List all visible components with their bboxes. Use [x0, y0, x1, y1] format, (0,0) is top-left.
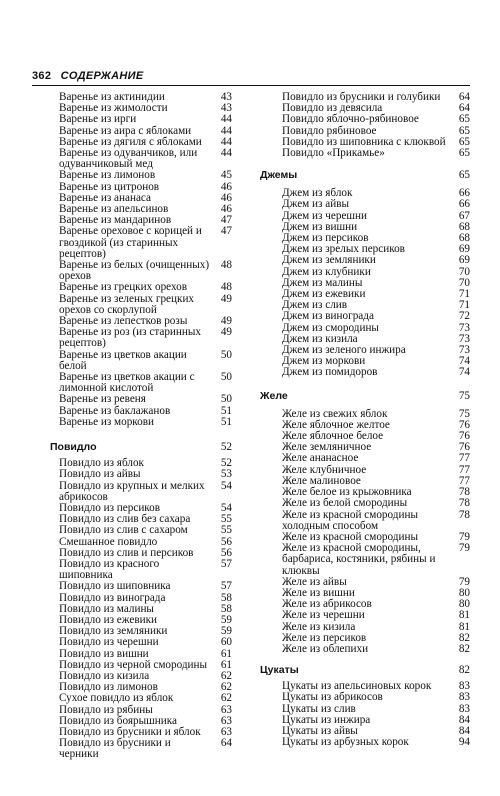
entry-title: Желе из вишни	[282, 586, 355, 599]
entry-page-number: 69	[458, 243, 470, 256]
entry-page-number: 68	[458, 220, 470, 233]
entry-page-number: 49	[220, 292, 232, 305]
entry-page-number: 76	[458, 441, 470, 454]
toc-entry	[59, 114, 232, 125]
toc-entry	[59, 372, 232, 394]
entry-page-number: 47	[220, 214, 232, 227]
entry-title: Джем из моркови	[282, 355, 366, 368]
entry-title: Варенье из ревеня	[59, 393, 146, 406]
entry-title: Повидло «Прикамье»	[282, 147, 385, 160]
toc-entry	[59, 581, 232, 592]
entry-page-number: 49	[220, 315, 232, 328]
entry-page-number: 64	[458, 91, 470, 103]
toc-right-column	[258, 92, 470, 748]
toc-entry	[59, 559, 232, 581]
toc-entry	[282, 737, 470, 748]
toc-entry	[59, 170, 232, 181]
toc-entry	[59, 394, 232, 405]
entry-page-number: 63	[220, 714, 232, 727]
entry-title: Повидло из шиповника	[59, 580, 171, 593]
entry-page-number: 61	[220, 658, 232, 671]
toc-entry	[59, 469, 232, 480]
entry-title: Джем из вишни	[282, 220, 358, 233]
entry-page-number: 64	[220, 737, 232, 750]
entry-title: Джем из айвы	[282, 198, 350, 211]
entry-title: Желе ананасное	[282, 452, 359, 465]
entry-title: Повидло из брусники и черники	[59, 737, 171, 761]
entry-page-number: 43	[220, 91, 232, 103]
entry-page-number: 50	[220, 371, 232, 384]
entry-page-number: 77	[458, 452, 470, 465]
entry-page-number: 71	[458, 288, 470, 301]
toc-entry	[282, 498, 470, 509]
entry-title: Повидло из малины	[59, 602, 154, 615]
header-title: СОДЕРЖАНИЕ	[60, 70, 144, 82]
entry-title: Джем из помидоров	[282, 366, 378, 379]
entry-title: Варенье из ананаса	[59, 191, 151, 204]
entry-title: Варенье из мандаринов	[59, 214, 172, 227]
entry-title: Варенье ореховое с корицей и гвоздикой (из старинных рецептов)	[59, 225, 202, 260]
entry-page-number: 54	[220, 501, 232, 514]
entry-page-number: 69	[458, 254, 470, 267]
entry-title: Варенье из цитронов	[59, 180, 160, 193]
toc-entry	[282, 114, 470, 125]
entry-page-number: 67	[458, 209, 470, 222]
entry-page-number: 56	[220, 546, 232, 559]
entry-title: Варенье из дягиля с яблоками	[59, 135, 202, 148]
section-title: Цукаты	[260, 664, 299, 677]
entry-page-number: 76	[458, 418, 470, 431]
entry-page-number: 46	[220, 180, 232, 193]
entry-page-number: 45	[220, 169, 232, 182]
entry-title: Джем из персиков	[282, 232, 369, 245]
entry-title: Цукаты из апельсиновых корок	[282, 680, 432, 693]
entry-title: Цукаты из абрикосов	[282, 691, 383, 704]
entry-page-number: 51	[220, 415, 232, 428]
entry-title: Цукаты из инжира	[282, 713, 371, 726]
entry-title: Желе из красной смородины, барбариса, костяники, рябины и клюквы	[282, 542, 436, 577]
entry-title: Варенье из актинидии	[59, 91, 165, 103]
entry-title: Повидло из лимонов	[59, 681, 158, 694]
entry-page-number: 77	[458, 474, 470, 487]
entry-title: Повидло из шиповника с клюквой	[282, 135, 446, 148]
entry-title: Желе из белой смородины	[282, 497, 408, 510]
entry-title: Повидло из черной смородины	[59, 658, 208, 671]
entry-page-number: 51	[220, 404, 232, 417]
entry-page-number: 70	[458, 276, 470, 289]
entry-page-number: 64	[458, 102, 470, 115]
entry-page-number: 54	[220, 479, 232, 492]
toc-entry	[282, 644, 470, 655]
entry-title: Варенье из моркови	[59, 415, 155, 428]
entry-page-number: 65	[458, 135, 470, 148]
entry-title: Варенье из цветков акации с лимонной кислотой	[59, 371, 195, 395]
toc-entry	[59, 738, 232, 760]
entry-page-number: 79	[458, 575, 470, 588]
entry-title: Желе из облепихи	[282, 642, 369, 655]
entry-page-number: 76	[458, 430, 470, 443]
entry-title: Варенье из одуванчиков, или одуванчиковый мед	[59, 147, 198, 171]
entry-page-number: 83	[458, 691, 470, 704]
toc-entry	[59, 693, 232, 704]
entry-title: Повидло из красного шиповника	[59, 557, 160, 582]
entry-title: Варенье из зеленых грецких орехов со скорлупой	[59, 292, 195, 316]
entry-page-number: 50	[220, 348, 232, 361]
entry-page-number: 75	[458, 407, 470, 420]
entry-title: Повидло из вишни	[59, 647, 149, 660]
entry-page-number: 55	[220, 513, 232, 526]
entry-title: Варенье из жимолости	[59, 102, 168, 115]
entry-title: Джем из смородины	[282, 321, 379, 334]
entry-page-number: 59	[220, 613, 232, 626]
entry-title: Джем из винограда	[282, 310, 374, 323]
entry-page-number: 65	[458, 124, 470, 137]
toc-entry	[282, 199, 470, 210]
page-number: 362	[32, 70, 52, 82]
entry-page-number: 56	[220, 535, 232, 548]
entry-title: Варенье из аира с яблоками	[59, 124, 192, 137]
header-rule	[32, 85, 470, 86]
entry-title: Желе из свежих яблок	[282, 407, 388, 420]
toc-entry	[282, 148, 470, 159]
entry-title: Джем из ежевики	[282, 288, 366, 301]
entry-title: Повидло из персиков	[59, 501, 161, 514]
entry-page-number: 82	[458, 664, 470, 677]
toc-entry	[282, 311, 470, 322]
running-header	[32, 70, 470, 82]
entry-title: Джем из кизила	[282, 332, 358, 345]
entry-title: Варенье из баклажанов	[59, 404, 171, 417]
entry-title: Варенье из цветков акации белой	[59, 348, 187, 372]
entry-page-number: 55	[220, 524, 232, 537]
entry-title: Джем из черешни	[282, 209, 367, 222]
entry-page-number: 60	[220, 636, 232, 649]
entry-title: Желе из красной смородины холодным способом	[282, 508, 418, 532]
toc-entry	[59, 282, 232, 293]
toc-section-heading	[260, 168, 470, 182]
entry-title: Варенье из лимонов	[59, 169, 156, 182]
entry-page-number: 71	[458, 299, 470, 312]
entry-title: Желе яблочное белое	[282, 430, 384, 443]
entry-title: Повидло из ежевики	[59, 613, 158, 626]
entry-title: Цукаты из айвы	[282, 724, 358, 737]
entry-page-number: 66	[458, 187, 470, 200]
entry-title: Желе из кизила	[282, 620, 356, 633]
entry-title: Джем из земляники	[282, 254, 376, 267]
entry-page-number: 44	[220, 124, 232, 137]
entry-title: Повидло из земляники	[59, 625, 168, 638]
entry-page-number: 65	[458, 147, 470, 160]
entry-page-number: 61	[220, 647, 232, 660]
entry-title: Варенье из роз (из старинных рецептов)	[59, 326, 201, 350]
entry-title: Повидло из айвы	[59, 468, 141, 481]
entry-page-number: 44	[220, 147, 232, 160]
entry-title: Джем из зеленого инжира	[282, 344, 406, 357]
entry-title: Желе из абрикосов	[282, 598, 372, 611]
entry-title: Цукаты из слив	[282, 702, 356, 715]
entry-page-number: 73	[458, 344, 470, 357]
entry-page-number: 73	[458, 321, 470, 334]
entry-page-number: 44	[220, 113, 232, 126]
section-title: Джемы	[260, 169, 298, 182]
entry-title: Повидло из рябины	[59, 703, 153, 716]
entry-title: Повидло рябиновое	[282, 124, 377, 137]
entry-page-number: 62	[220, 669, 232, 682]
toc-entry	[282, 510, 470, 532]
entry-page-number: 75	[458, 389, 470, 402]
entry-title: Варенье из белых (очищенных) орехов	[59, 259, 210, 283]
entry-page-number: 59	[220, 625, 232, 638]
entry-page-number: 46	[220, 191, 232, 204]
entry-page-number: 57	[220, 580, 232, 593]
entry-title: Повидло из яблок	[59, 457, 144, 470]
entry-page-number: 80	[458, 598, 470, 611]
entry-page-number: 63	[220, 703, 232, 716]
entry-title: Джем из слив	[282, 299, 348, 312]
entry-title: Повидло яблочно-рябиновое	[282, 113, 419, 126]
entry-title: Варенье из ирги	[59, 113, 137, 126]
toc-entry	[282, 255, 470, 266]
entry-title: Повидло из боярышника	[59, 714, 177, 727]
entry-page-number: 44	[220, 135, 232, 148]
entry-title: Повидло из крупных и мелких абрикосов	[59, 479, 205, 503]
entry-title: Желе земляничное	[282, 441, 372, 454]
entry-page-number: 79	[458, 542, 470, 555]
entry-page-number: 46	[220, 203, 232, 216]
entry-page-number: 79	[458, 530, 470, 543]
entry-title: Джем из зрелых персиков	[282, 243, 405, 256]
entry-page-number: 53	[220, 468, 232, 481]
entry-page-number: 83	[458, 680, 470, 693]
toc-entry	[59, 481, 232, 503]
entry-page-number: 68	[458, 232, 470, 245]
entry-page-number: 77	[458, 463, 470, 476]
entry-page-number: 57	[220, 557, 232, 570]
entry-title: Цукаты из арбузных корок	[282, 736, 409, 749]
toc-entry	[282, 610, 470, 621]
toc-entry	[59, 525, 232, 536]
entry-page-number: 70	[458, 265, 470, 278]
entry-page-number: 78	[458, 486, 470, 499]
toc-entry	[59, 294, 232, 316]
entry-page-number: 80	[458, 586, 470, 599]
entry-title: Повидло из брусники и яблок	[59, 725, 201, 738]
entry-title: Джем из клубники	[282, 265, 371, 278]
toc-entry	[282, 543, 470, 577]
entry-title: Повидло из кизила	[59, 669, 150, 682]
entry-page-number: 74	[458, 366, 470, 379]
entry-page-number: 81	[458, 609, 470, 622]
toc-entry	[59, 637, 232, 648]
entry-title: Желе малиновое	[282, 474, 361, 487]
entry-title: Повидло из черешни	[59, 636, 159, 649]
entry-page-number: 73	[458, 332, 470, 345]
entry-page-number: 48	[220, 281, 232, 294]
entry-page-number: 78	[458, 497, 470, 510]
entry-title: Варенье из лепестков розы	[59, 315, 188, 328]
entry-page-number: 65	[458, 113, 470, 126]
entry-page-number: 50	[220, 393, 232, 406]
toc-left-column	[50, 91, 232, 761]
toc-section-heading	[260, 389, 470, 403]
entry-title: Повидло из девясила	[282, 102, 383, 115]
entry-page-number: 81	[458, 620, 470, 633]
entry-title: Повидло из слив и персиков	[59, 546, 194, 559]
entry-page-number: 82	[458, 642, 470, 655]
entry-page-number: 52	[220, 441, 232, 454]
entry-title: Смешанное повидло	[59, 535, 158, 548]
entry-title: Варенье из грецких орехов	[59, 281, 188, 294]
entry-page-number: 62	[220, 681, 232, 694]
entry-title: Джем из малины	[282, 276, 363, 289]
entry-page-number: 94	[458, 736, 470, 749]
entry-page-number: 52	[220, 457, 232, 470]
entry-page-number: 74	[458, 355, 470, 368]
toc-entry	[59, 350, 232, 372]
toc-entry	[59, 260, 232, 282]
entry-page-number: 78	[458, 508, 470, 521]
toc-section-heading	[260, 663, 470, 677]
entry-page-number: 49	[220, 326, 232, 339]
toc-entry	[282, 692, 470, 703]
toc-section-heading	[50, 440, 232, 454]
entry-page-number: 84	[458, 724, 470, 737]
entry-page-number: 43	[220, 102, 232, 115]
entry-title: Повидло из слив без сахара	[59, 513, 191, 526]
entry-page-number: 83	[458, 702, 470, 715]
entry-title: Варенье из апельсинов	[59, 203, 169, 216]
toc-entry	[59, 148, 232, 170]
entry-title: Повидло из брусники и голубики	[282, 91, 441, 103]
entry-title: Сухое повидло из яблок	[59, 692, 174, 705]
entry-title: Желе яблочное желтое	[282, 418, 390, 431]
entry-title: Повидло из слив с сахаром	[59, 524, 188, 537]
entry-title: Повидло из винограда	[59, 591, 166, 604]
entry-page-number: 84	[458, 713, 470, 726]
entry-page-number: 48	[220, 259, 232, 272]
toc-entry	[282, 453, 470, 464]
toc-entry	[59, 327, 232, 349]
toc-entry	[59, 226, 232, 260]
section-title: Желе	[260, 389, 288, 402]
toc-entry	[59, 417, 232, 428]
entry-page-number: 63	[220, 725, 232, 738]
entry-title: Желе из красной смородины	[282, 530, 418, 543]
toc-entry	[282, 367, 470, 378]
entry-title: Желе из персиков	[282, 631, 367, 644]
entry-page-number: 72	[458, 310, 470, 323]
entry-page-number: 62	[220, 692, 232, 705]
entry-title: Джем из яблок	[282, 187, 353, 200]
entry-page-number: 66	[458, 198, 470, 211]
entry-page-number: 58	[220, 602, 232, 615]
entry-page-number: 58	[220, 591, 232, 604]
entry-page-number: 47	[220, 225, 232, 238]
entry-title: Желе из черешни	[282, 609, 365, 622]
entry-title: Желе белое из крыжовника	[282, 486, 412, 499]
section-title: Повидло	[50, 441, 97, 454]
entry-page-number: 65	[458, 169, 470, 182]
entry-title: Желе из айвы	[282, 575, 347, 588]
entry-page-number: 82	[458, 631, 470, 644]
entry-title: Желе клубничное	[282, 463, 367, 476]
